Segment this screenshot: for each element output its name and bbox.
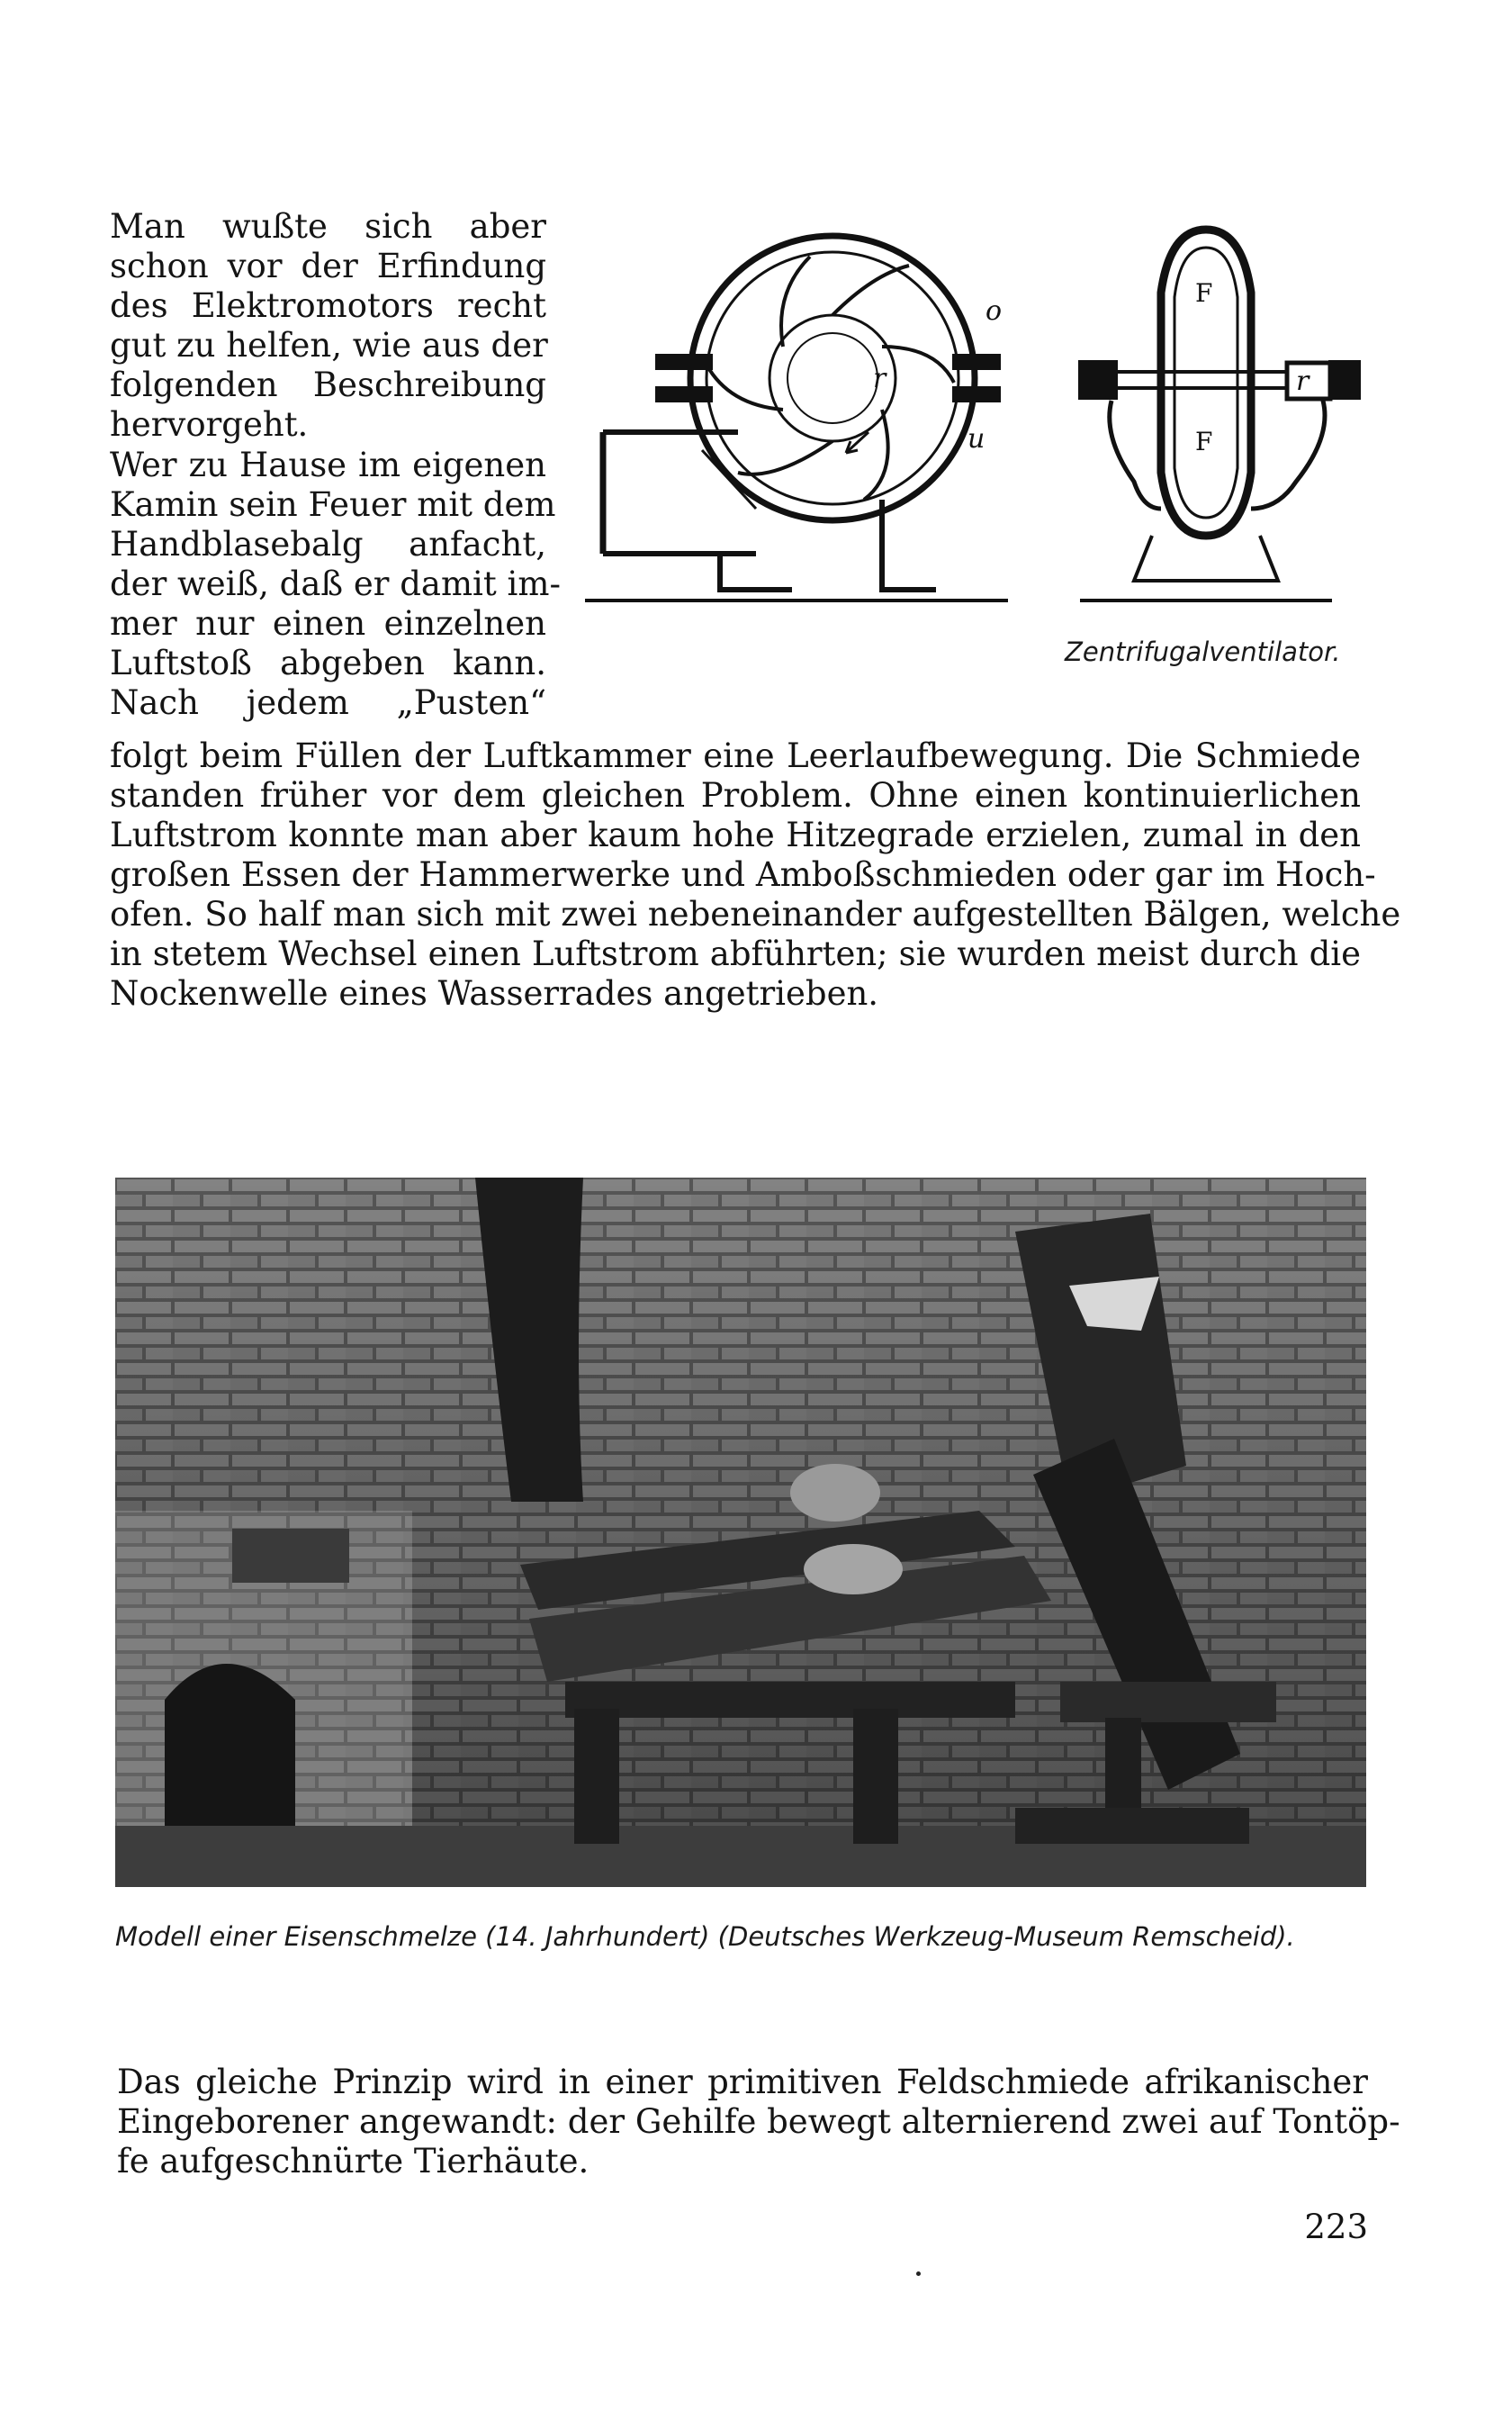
text-line: Wer zu Hause im eigenen bbox=[110, 446, 546, 484]
text-line: Luftstrom konnte man aber kaum hohe Hitzegrade erzielen, zumal in den bbox=[110, 816, 1361, 854]
label-r-right: r bbox=[1296, 366, 1310, 397]
text-line: Kamin sein Feuer mit dem bbox=[110, 485, 556, 524]
figure-2-caption: Modell einer Eisenschmelze (14. Jahrhundert) (Deutsches Werkzeug-Museum Remscheid). bbox=[115, 1921, 1295, 1952]
text-line: gut zu helfen, wie aus der bbox=[110, 326, 548, 365]
text-line: fe aufgeschnürte Tierhäute. bbox=[117, 2142, 590, 2181]
text-line: in stetem Wechsel einen Luftstrom abführten; sie wurden meist durch die bbox=[110, 935, 1361, 973]
label-f-bottom: F bbox=[1195, 427, 1213, 456]
page-number: 223 bbox=[1304, 2208, 1368, 2246]
centrifugal-fan-diagram bbox=[576, 212, 1368, 608]
label-r-left: r bbox=[873, 363, 886, 394]
text-line: der weiß, daß er damit im- bbox=[110, 564, 561, 603]
text-line: standen früher vor dem gleichen Problem. Ohne einen kontinuierlichen bbox=[110, 776, 1361, 815]
text-line: Eingeborener angewandt: der Gehilfe bewegt alternierend zwei auf Tontöp- bbox=[117, 2102, 1400, 2141]
text-line: folgt beim Füllen der Luftkammer eine Leerlaufbewegung. Die Schmiede bbox=[110, 736, 1361, 775]
text-line: mer nur einen einzelnen bbox=[110, 604, 546, 643]
text-line: großen Essen der Hammerwerke und Amboßschmieden oder gar im Hoch- bbox=[110, 855, 1376, 894]
text-line: Nach jedem „Pusten“ bbox=[110, 683, 546, 722]
figure-1-caption: Zentrifugalventilator. bbox=[1065, 637, 1341, 667]
text-line: Luftstoß abgeben kann. bbox=[110, 644, 546, 682]
text-line: folgenden Beschreibung bbox=[110, 366, 546, 404]
text-line: des Elektromotors recht bbox=[110, 286, 546, 325]
text-line: hervorgeht. bbox=[110, 405, 309, 444]
text-line: Nockenwelle eines Wasserrades angetrieben. bbox=[110, 974, 879, 1013]
text-line: Man wußte sich aber bbox=[110, 207, 546, 246]
print-speck bbox=[916, 2271, 921, 2276]
label-f-top: F bbox=[1195, 278, 1213, 308]
label-u: u bbox=[968, 423, 986, 455]
label-o: o bbox=[986, 295, 1003, 327]
text-line: schon vor der Erfindung bbox=[110, 247, 546, 285]
text-line: Handblasebalg anfacht, bbox=[110, 525, 546, 564]
text-line: Das gleiche Prinzip wird in einer primitiven Feldschmiede afrikanischer bbox=[117, 2063, 1368, 2101]
iron-smelter-model-photo bbox=[115, 1178, 1366, 1887]
text-line: ofen. So half man sich mit zwei nebeneinander aufgestellten Bälgen, welche bbox=[110, 895, 1401, 934]
